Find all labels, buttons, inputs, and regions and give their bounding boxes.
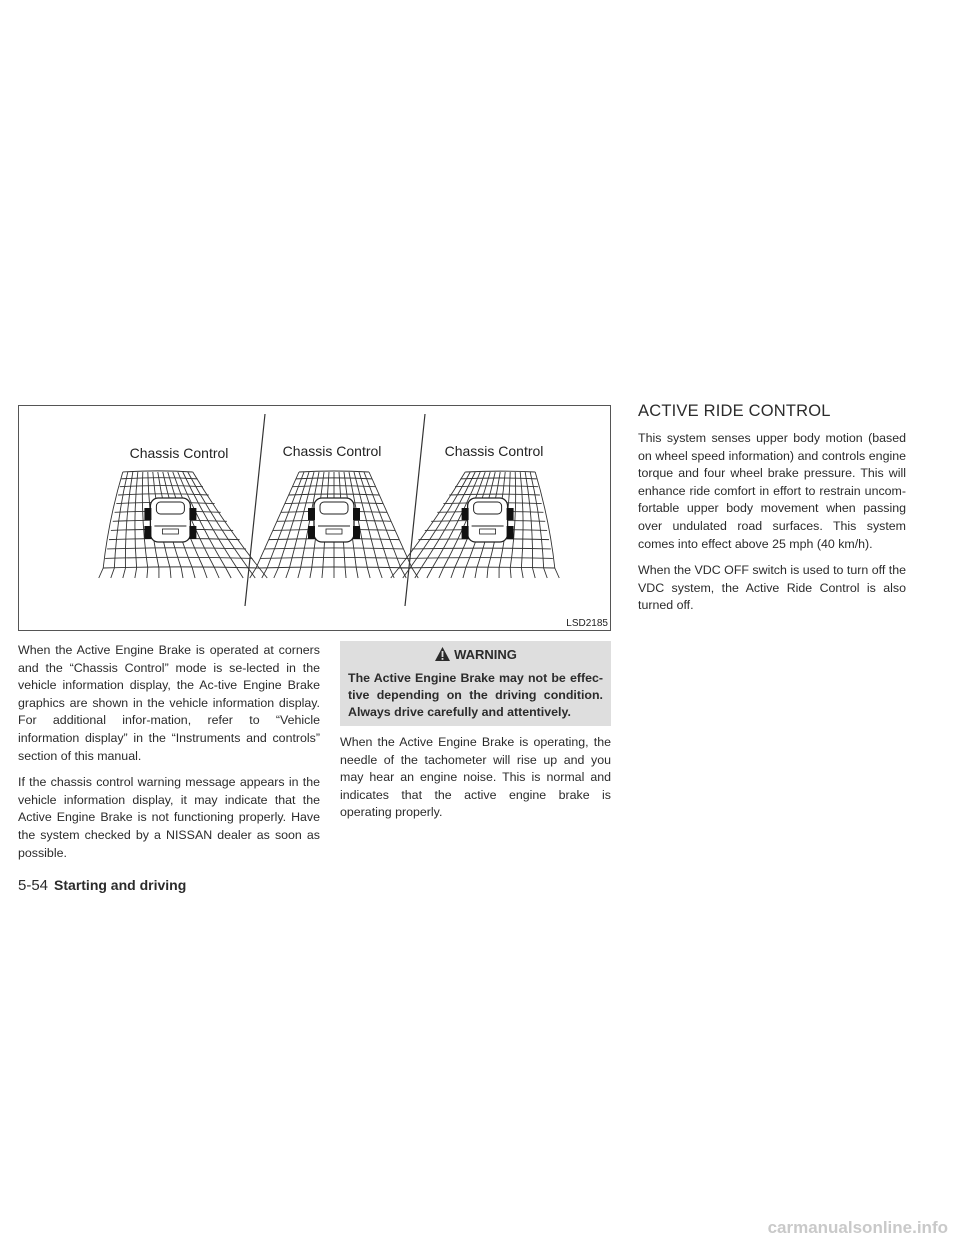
left-column (18, 642, 320, 871)
watermark-logo: carmanualsonline.info (767, 1218, 948, 1237)
chassis-panel (391, 443, 559, 578)
panel-label: Chassis Control (444, 443, 544, 459)
panel-label: Chassis Control (282, 443, 382, 459)
paragraph-tachometer: When the Active Engine Brake is operating, the needle of the tachometer will rise up and you may hear an engine noise. This is normal and indicates that the active engine brake is operating properly. (340, 735, 611, 820)
chassis-control-figure (18, 405, 611, 631)
warning-text: The Active Engine Brake may not be effec-tive depending on the driving condition. Always drive carefully and attentively. (348, 671, 603, 719)
chapter-title: Starting and driving (54, 877, 187, 893)
vehicle-icon (462, 498, 514, 542)
warning-box (340, 641, 611, 726)
paragraph-vdc-off: When the VDC OFF switch is used to turn off the VDC system, the Active Ride Control is also turned off. (638, 563, 906, 613)
paragraph-chassis-control-display: When the Active Engine Brake is operated at corners and the “Chassis Control” mode is se-lected in the vehicle information display, the Ac-tive Engine Brake graphics are shown in the vehicle information display. For additional infor-mation, refer to “Vehicle information display” in the “Instruments and controls” section of this manual. (18, 643, 320, 763)
panel-label: Chassis Control (129, 445, 229, 461)
section-heading-active-ride-control: ACTIVE RIDE CONTROL (638, 402, 831, 420)
page-footer (18, 877, 186, 894)
warning-header (348, 644, 603, 664)
paragraph-active-ride-control: This system senses upper body motion (based on wheel speed information) and controls engine torque and four wheel brake pressure. This will enhance ride comfort in effort to restrain uncom-fortable upper body movement when passing over undulated road surfaces. This system comes into effect above 25 mph (40 km/h). (638, 431, 906, 551)
chassis-panel (250, 443, 418, 578)
warning-heading: WARNING (454, 646, 517, 662)
right-column (638, 402, 906, 624)
middle-column (340, 641, 611, 831)
paragraph-warning-message: If the chassis control warning message appears in the vehicle information display, it may indicate that the Active Engine Brake is not functioning properly. Have the system checked by a NISSAN dealer as soon as possible. (18, 775, 320, 860)
chassis-panel (99, 445, 267, 578)
page-number: 5-54 (18, 877, 49, 894)
vehicle-icon (308, 498, 360, 542)
chassis-control-illustration (19, 406, 612, 632)
vehicle-icon (144, 498, 196, 542)
figure-code: LSD2185 (566, 618, 608, 629)
warning-triangle-icon (434, 646, 451, 662)
